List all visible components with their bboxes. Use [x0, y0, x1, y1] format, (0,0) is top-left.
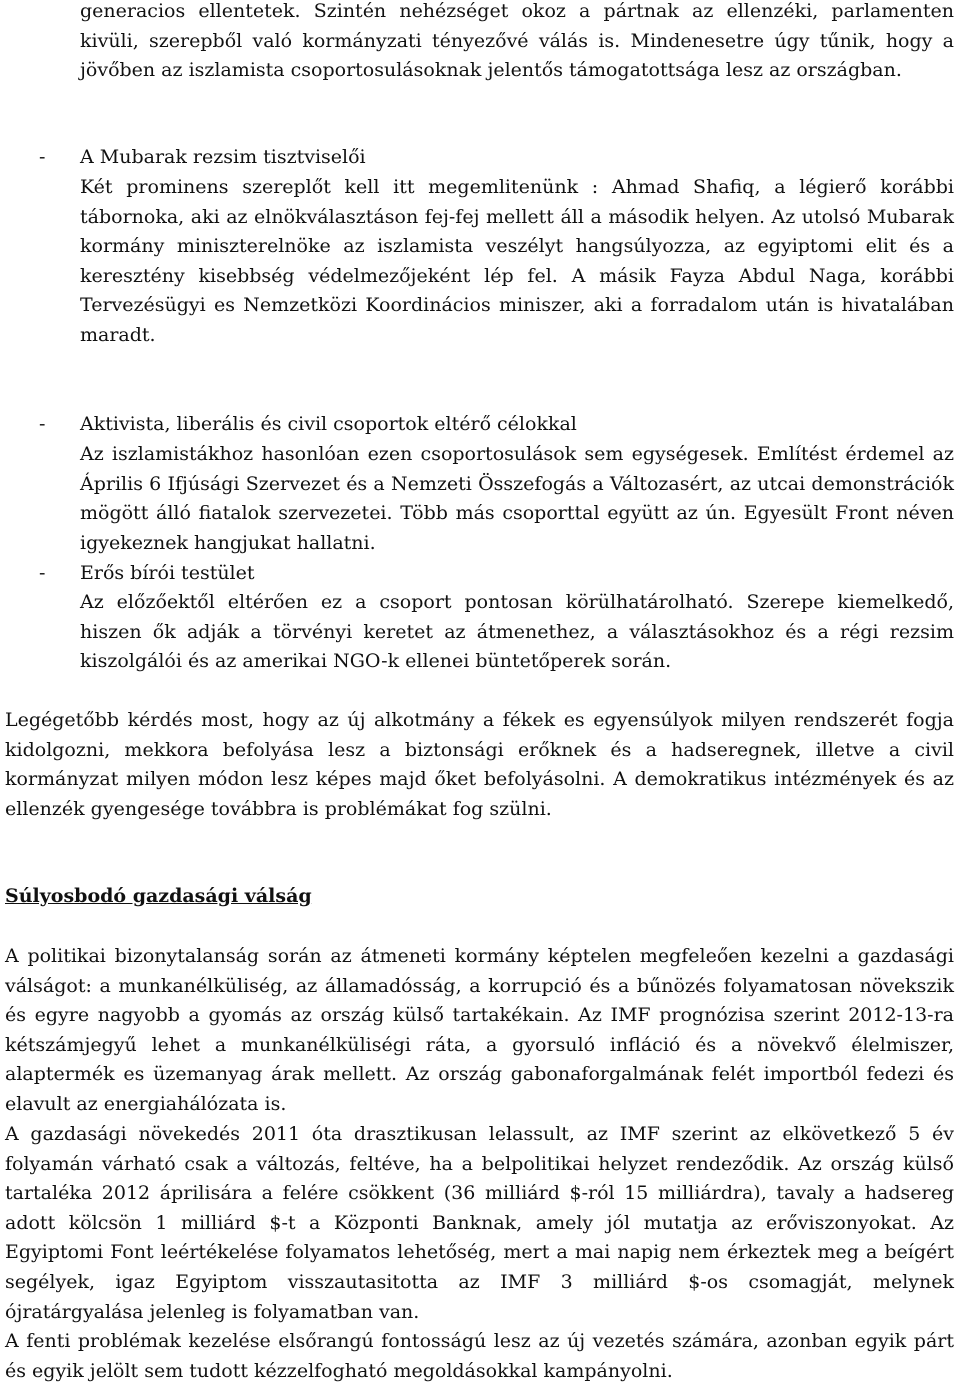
- section-title-activists: Aktivista, liberális és civil csoportok eltérő célokkal: [80, 413, 577, 435]
- section-body-judiciary: Az előzőektől eltérően ez a csoport pontosan körülhatárolható. Szerepe kiemelkedő, hiszen ők adják a törvényi keretet az átmenethez, a választásokhoz és a régi rezsim kiszolgálói és az amerikai NGO-k ellenei büntetőperek során.: [80, 591, 954, 673]
- bullet-marker: -: [39, 146, 46, 168]
- intro-paragraph: generacios ellentetek. Szintén nehézséget okoz a pártnak az ellenzéki, parlamenten kivüli, szerepből való kormányzati tényezővé válás is. Mindenesetre úgy tűnik, hogy a jövőben az iszlamista csoportosulásoknak jelentős támogatottsága lesz az országban.: [80, 0, 954, 82]
- section-body-mubarak: Két prominens szereplőt kell itt megemlitenünk : Ahmad Shafiq, a légierő korábbi tábornoka, aki az elnökválasztáson fej-fej mellett áll a második helyen. Az utolsó Mubarak kormány miniszterelnöke az iszlamista veszélyt hangsúlyozza, az egyiptomi elit és a keresztény kisebbség védelmezőjeként lép fel. A másik Fayza Abdul Naga, korábbi Tervezésügyi es Nemzetközi Koordinácios miniszer, aki a forradalom után is hivatalában maradt.: [80, 176, 954, 346]
- question-paragraph: Legégetőbb kérdés most, hogy az új alkotmány a fékek es egyensúlyok milyen rendszerét fogja kidolgozni, mekkora befolyása lesz a biztonsági erőknek és a hadseregnek, illetve a civil kormányzat milyen módon lesz képes majd őket befolyásolni. A demokratikus intézmények és az ellenzék gyengesége továbbra is problémákat fog szülni.: [5, 709, 954, 820]
- economy-paragraph-3: A fenti problémak kezelése elsőrangú fontosságú lesz az új vezetés számára, azonban egyik párt és egyik jelölt sem tudott kézzelfogható megoldásokkal kampányolni.: [5, 1330, 954, 1382]
- economy-paragraph-1: A politikai bizonytalanság során az átmeneti kormány képtelen megfeleően kezelni a gazdasági válságot: a munkanélküliség, az államadósság, a korrupció és a bűnözés folyamatosan növekszik és egyre nagyobb a gyomás az ország külső tartakékain. Az IMF prognózisa szerint 2012-13-ra kétszámjegyű lehet a munkanélküliségi ráta, a gyorsuló infláció és a növekvő élelmiszer, alaptermék es üzemanyag árak mellett. Az ország gabonaforgalmának felét importból fedezi és elavult az energiahálózata is.: [5, 945, 954, 1115]
- bullet-marker: -: [39, 562, 46, 584]
- bullet-marker: -: [39, 413, 46, 435]
- section-title-judiciary: Erős bírói testület: [80, 562, 255, 584]
- economy-paragraph-2: A gazdasági növekedés 2011 óta drasztikusan lelassult, az IMF szerint az elkövetkező 5 év folyamán várható csak a változás, feltéve, ha a belpolitikai helyzet rendeződik. Az ország külső tartaléka 2012 áprilisára a felére csökkent (36 milliárd $-ról 15 milliárdra), tavaly a hadsereg adott kölcsön 1 milliárd $-t a Központi Banknak, amely jól mutatja az erőviszonyokat. Az Egyiptomi Font leértékelése folyamatos lehetőség, mert a mai napig nem érkeztek meg a beígért segélyek, igaz Egyiptom visszautasitotta az IMF 3 milliárd $-os csomagját, melynek ójratárgyalása jelenleg is folyamatban van.: [5, 1123, 954, 1323]
- section-title-mubarak: A Mubarak rezsim tisztviselői: [80, 146, 366, 168]
- section-body-activists: Az iszlamistákhoz hasonlóan ezen csoportosulások sem egységesek. Említést érdemel az Április 6 Ifjúsági Szervezet és a Nemzeti Összefogás a Változasért, az utcai demonstrációk mögött álló fiatalok szervezetei. Több más csoporttal együtt az ún. Egyesült Front néven igyekeznek hangjukat hallatni.: [80, 443, 954, 554]
- section-heading-economy: Súlyosbodó gazdasági válság: [5, 885, 312, 907]
